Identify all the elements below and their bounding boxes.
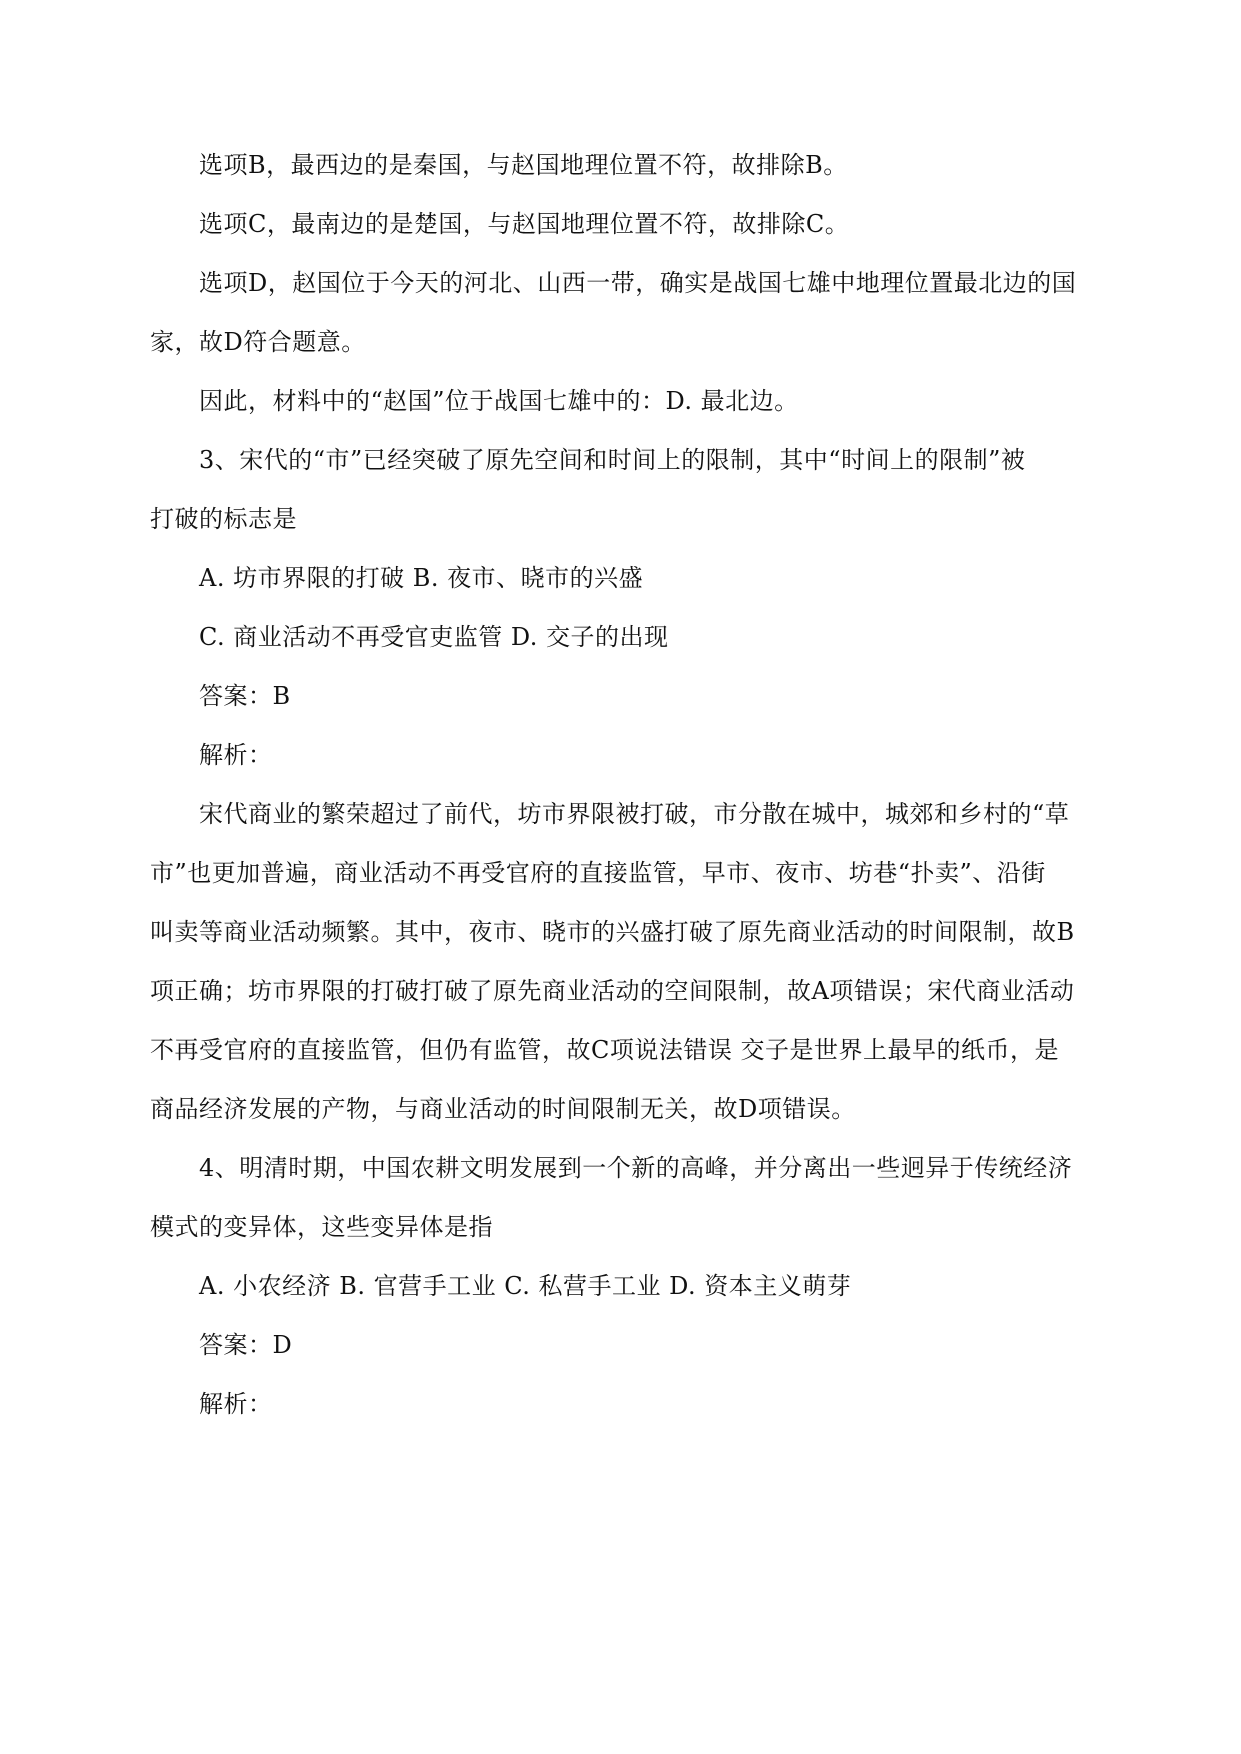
question-3-options-cd: C. 商业活动不再受官吏监管 D. 交子的出现 (199, 623, 669, 651)
analysis-paragraph-line: 商品经济发展的产物，与商业活动的时间限制无关，故D项错误。 (150, 1095, 856, 1123)
question-3-options-ab: A. 坊市界限的打破 B. 夜市、晓市的兴盛 (199, 564, 644, 592)
analysis-paragraph-line: 不再受官府的直接监管，但仍有监管，故C项说法错误 交子是世界上最早的纸币，是 (150, 1036, 1059, 1064)
option-c-explanation: 选项C，最南边的是楚国，与赵国地理位置不符，故排除C。 (199, 210, 850, 238)
question-4-analysis-label: 解析： (199, 1390, 273, 1418)
question-4-text: 4、明清时期，中国农耕文明发展到一个新的高峰，并分离出一些迥异于传统经济 (199, 1154, 1073, 1182)
option-b-explanation: 选项B，最西边的是秦国，与赵国地理位置不符，故排除B。 (199, 151, 848, 179)
analysis-paragraph-line: 项正确；坊市界限的打破打破了原先商业活动的空间限制，故A项错误；宋代商业活动 (150, 977, 1075, 1005)
question-3-answer: 答案：B (199, 682, 291, 710)
question-4-options: A. 小农经济 B. 官营手工业 C. 私营手工业 D. 资本主义萌芽 (199, 1272, 852, 1300)
analysis-paragraph-line: 市”也更加普遍，商业活动不再受官府的直接监管，早市、夜市、坊巷“扑卖”、沿街 (150, 859, 1046, 887)
option-d-explanation-cont: 家，故D符合题意。 (150, 328, 366, 356)
question-4-answer: 答案：D (199, 1331, 293, 1359)
question-3-text-cont: 打破的标志是 (150, 505, 297, 533)
question-3-analysis-label: 解析： (199, 741, 273, 769)
question-3-text: 3、宋代的“市”已经突破了原先空间和时间上的限制，其中“时间上的限制”被 (199, 446, 1026, 474)
conclusion-text: 因此，材料中的“赵国”位于战国七雄中的：D. 最北边。 (199, 387, 799, 415)
analysis-paragraph-line: 叫卖等商业活动频繁。其中，夜市、晓市的兴盛打破了原先商业活动的时间限制，故B (150, 918, 1075, 946)
option-d-explanation: 选项D，赵国位于今天的河北、山西一带，确实是战国七雄中地理位置最北边的国 (199, 269, 1077, 297)
question-4-text-cont: 模式的变异体，这些变异体是指 (150, 1213, 493, 1241)
analysis-paragraph-line: 宋代商业的繁荣超过了前代，坊市界限被打破，市分散在城中，城郊和乡村的“草 (199, 800, 1070, 828)
